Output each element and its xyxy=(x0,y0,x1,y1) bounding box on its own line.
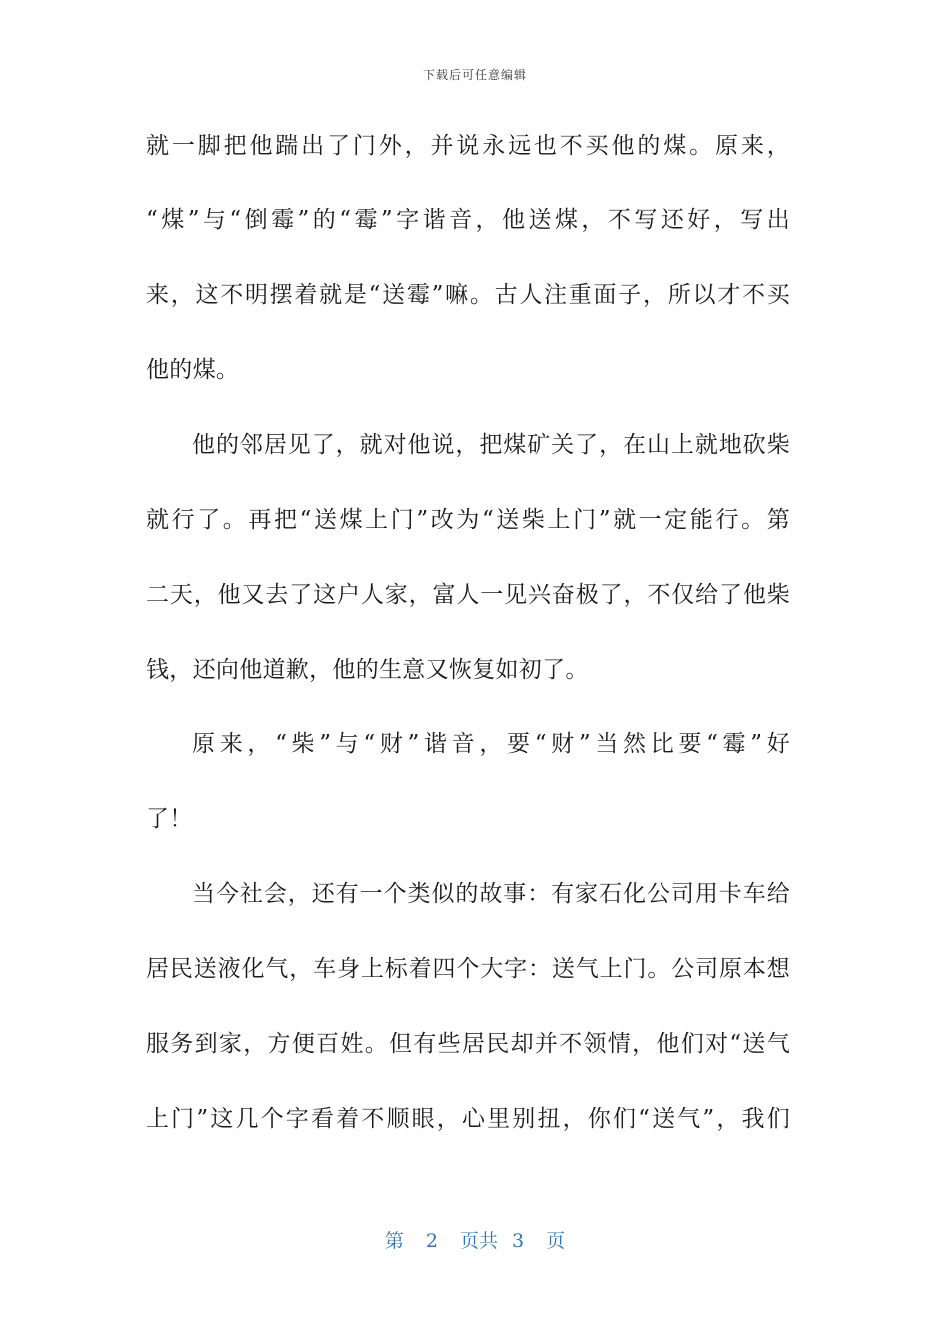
text-line: 上门”这几个字看着不顺眼，心里别扭，你们“送气”，我们 xyxy=(146,1106,790,1132)
text-line: 来，这不明摆着就是“送霉”嘛。古人注重面子，所以才不买 xyxy=(146,282,790,308)
text-line: 就一脚把他踹出了门外，并说永远也不买他的煤。原来， xyxy=(146,133,790,159)
current-page-number: 2 xyxy=(425,1230,438,1252)
text-line: 了！ xyxy=(146,806,193,832)
footer-prefix: 第 xyxy=(384,1230,404,1252)
footer-middle: 页共 xyxy=(459,1230,498,1252)
text-line: 就行了。再把“送煤上门”改为“送柴上门”就一定能行。第 xyxy=(146,507,790,533)
text-line: “煤”与“倒霉”的“霉”字谐音，他送煤，不写还好，写出 xyxy=(146,207,790,233)
footer-suffix: 页 xyxy=(546,1230,566,1252)
text-line: 当今社会，还有一个类似的故事：有家石化公司用卡车给 xyxy=(192,881,790,907)
text-line: 他的煤。 xyxy=(146,357,240,383)
text-line: 原来，“柴”与“财”谐音，要“财”当然比要“霉”好 xyxy=(192,731,790,757)
text-line: 二天，他又去了这户人家，富人一见兴奋极了，不仅给了他柴 xyxy=(146,582,790,608)
total-page-count: 3 xyxy=(512,1230,525,1252)
text-line: 居民送液化气，车身上标着四个大字：送气上门。公司原本想 xyxy=(146,956,790,982)
text-line: 服务到家，方便百姓。但有些居民却并不领情，他们对“送气 xyxy=(146,1031,790,1057)
text-line: 钱，还向他道歉，他的生意又恢复如初了。 xyxy=(146,657,589,683)
page-header: 下载后可任意编辑 xyxy=(422,68,527,82)
text-line: 他的邻居见了，就对他说，把煤矿关了，在山上就地砍柴 xyxy=(192,432,790,458)
page-footer xyxy=(0,1226,950,1253)
